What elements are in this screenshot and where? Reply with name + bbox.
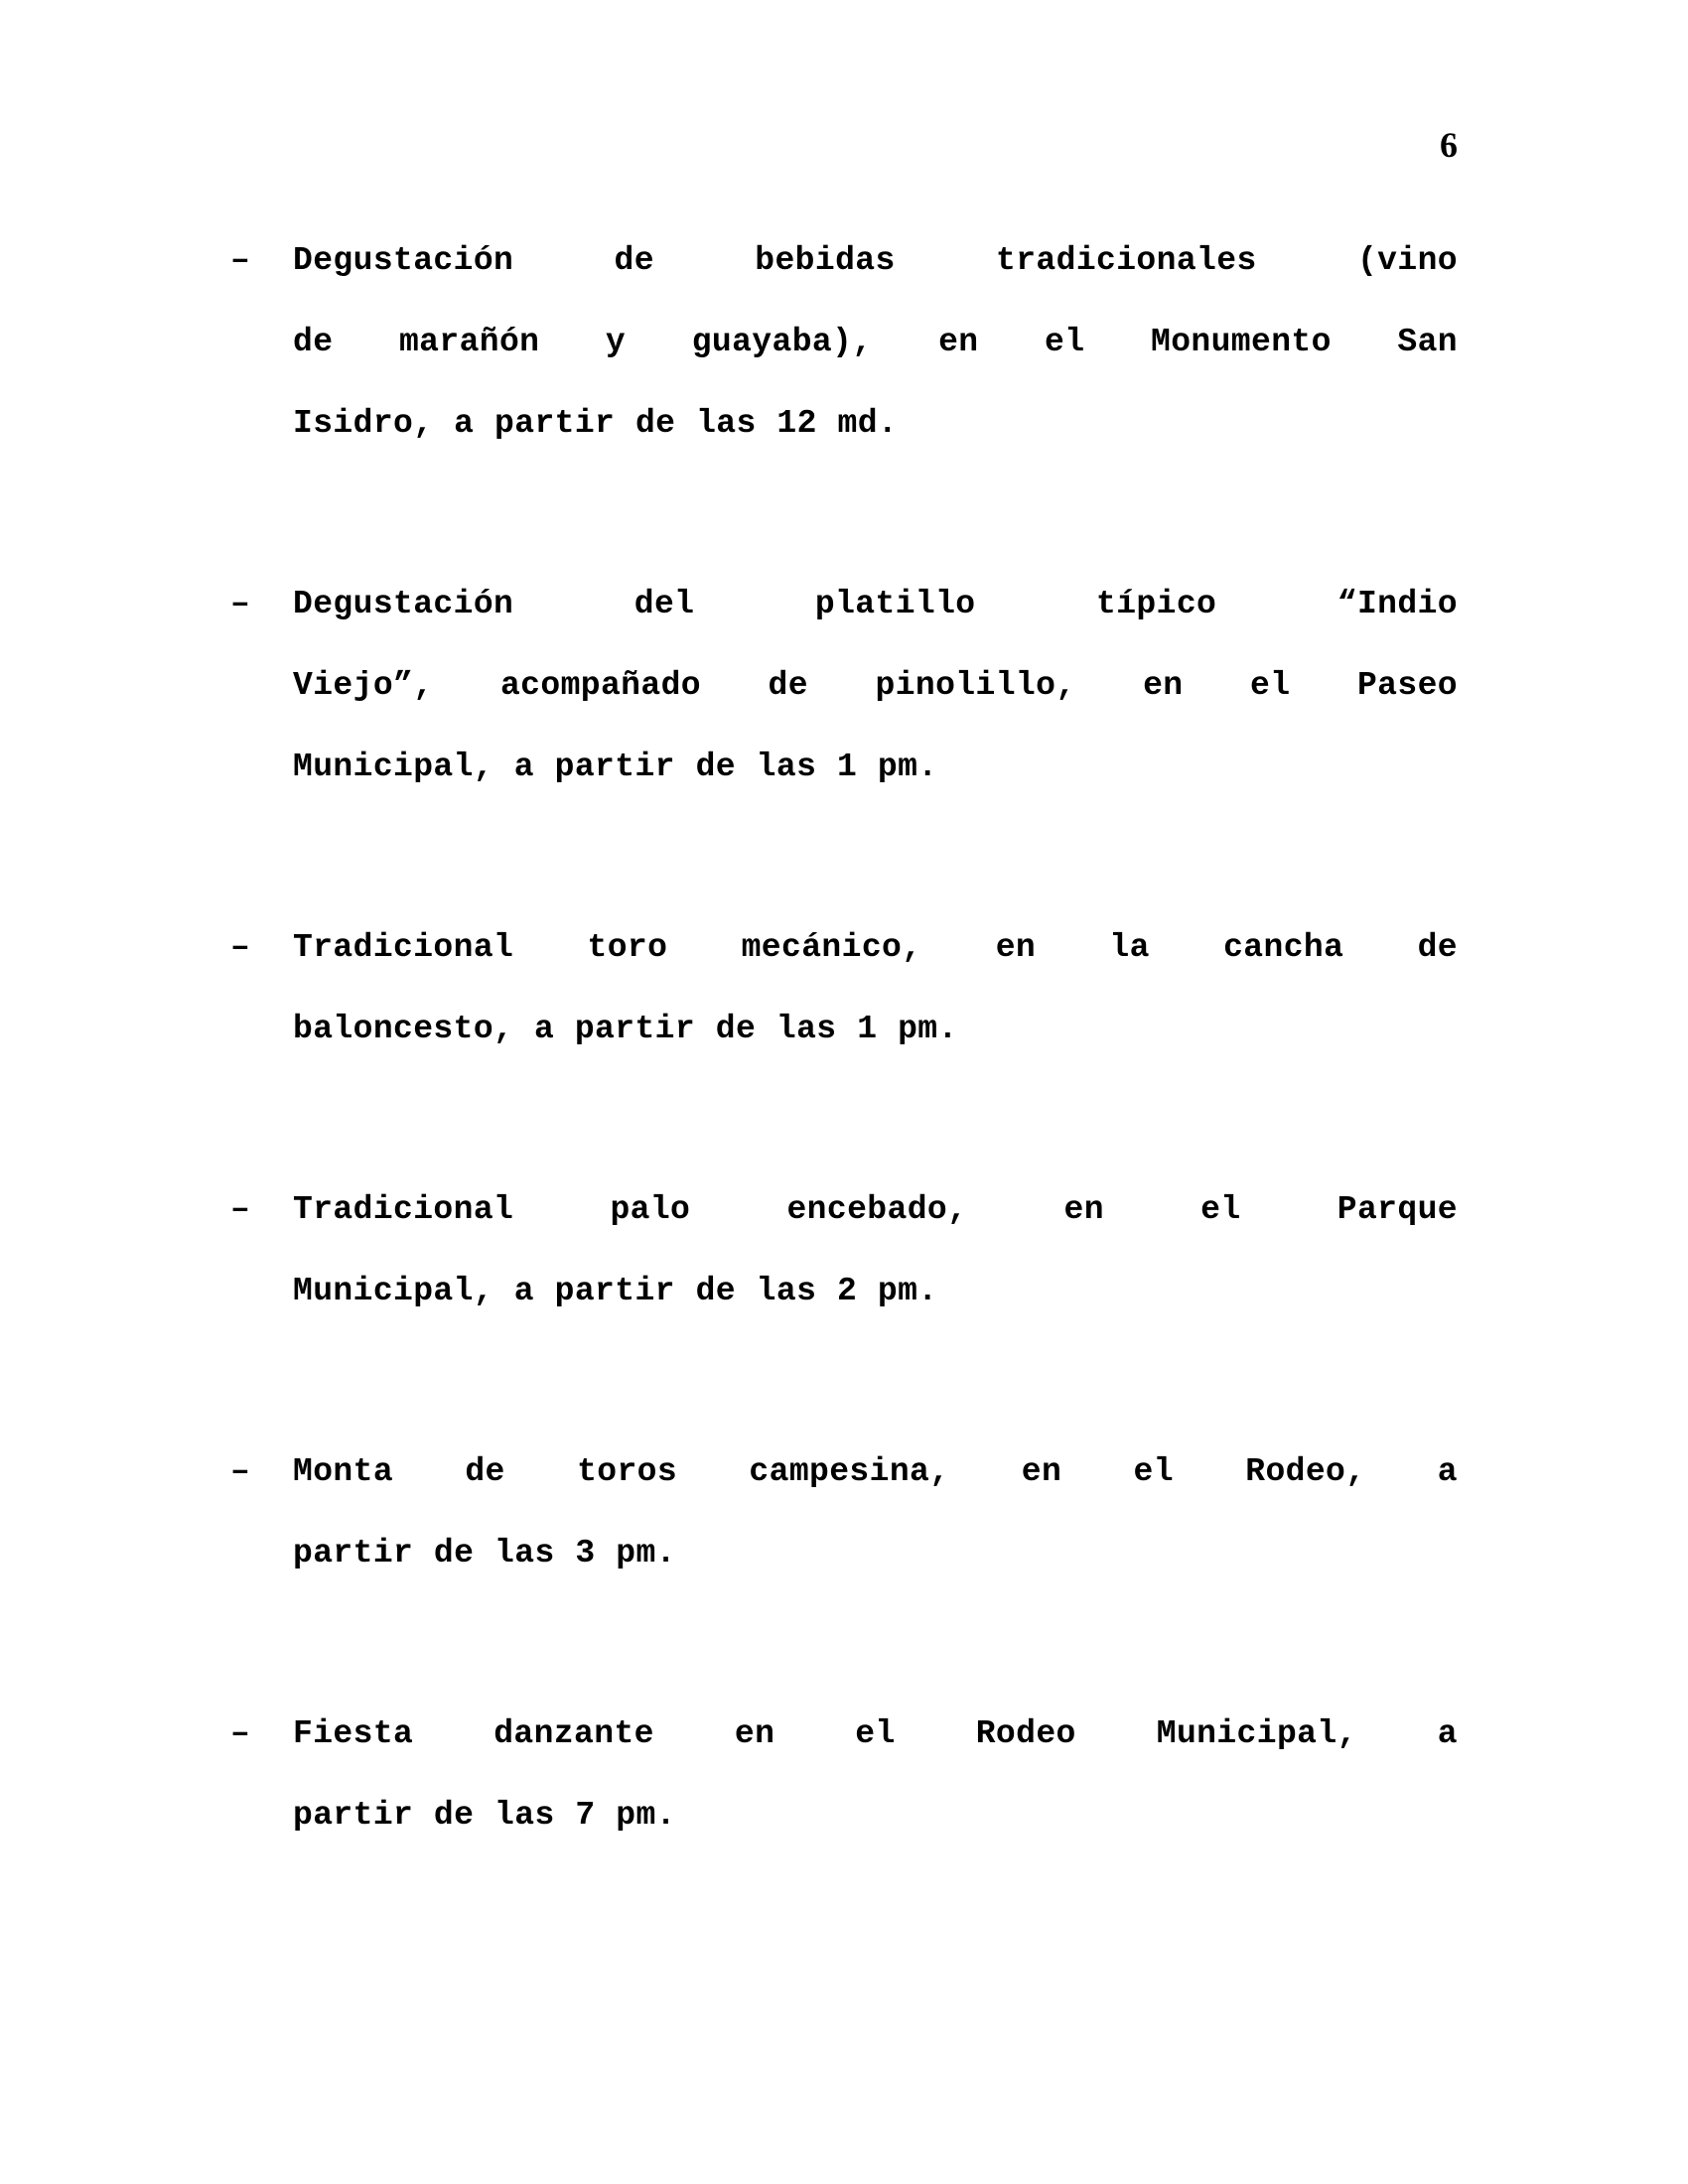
text-line: baloncesto, a partir de las 1 pm.	[293, 1011, 958, 1047]
text-line: partir de las 7 pm.	[293, 1797, 676, 1834]
list-item-text	[293, 564, 1458, 808]
text-line: Isidro, a partir de las 12 md.	[293, 405, 899, 442]
list-item-text	[293, 1169, 1458, 1332]
list-item	[230, 1432, 1458, 1594]
list-item	[230, 564, 1458, 808]
list-item-text	[293, 1432, 1458, 1594]
bullet-dash-icon: –	[230, 1453, 250, 1490]
list-item	[230, 220, 1458, 465]
text-line: Municipal, a partir de las 1 pm.	[293, 749, 938, 785]
text-line: de marañón y guayaba), en el Monumento San	[293, 324, 1458, 360]
list-item	[230, 907, 1458, 1070]
bullet-dash-icon: –	[230, 1191, 250, 1228]
list-item-text	[293, 220, 1458, 465]
bullet-dash-icon: –	[230, 1715, 250, 1752]
text-line: Degustación de bebidas tradicionales (vino	[293, 242, 1458, 279]
list-item	[230, 1169, 1458, 1332]
text-line: Fiesta danzante en el Rodeo Municipal, a	[293, 1715, 1458, 1752]
text-line: Municipal, a partir de las 2 pm.	[293, 1273, 938, 1309]
bullet-list	[230, 220, 1458, 1856]
text-line: Viejo”, acompañado de pinolillo, en el Paseo	[293, 667, 1458, 704]
text-line: Tradicional toro mecánico, en la cancha de	[293, 929, 1458, 966]
text-line: Degustación del platillo típico “Indio	[293, 586, 1458, 622]
bullet-dash-icon: –	[230, 586, 250, 622]
text-line: partir de las 3 pm.	[293, 1535, 676, 1571]
bullet-dash-icon: –	[230, 929, 250, 966]
page-number: 6	[1440, 125, 1458, 165]
list-item-text	[293, 1694, 1458, 1856]
text-line: Tradicional palo encebado, en el Parque	[293, 1191, 1458, 1228]
text-line: Monta de toros campesina, en el Rodeo, a	[293, 1453, 1458, 1490]
list-item-text	[293, 907, 1458, 1070]
list-item	[230, 1694, 1458, 1856]
bullet-dash-icon: –	[230, 242, 250, 279]
